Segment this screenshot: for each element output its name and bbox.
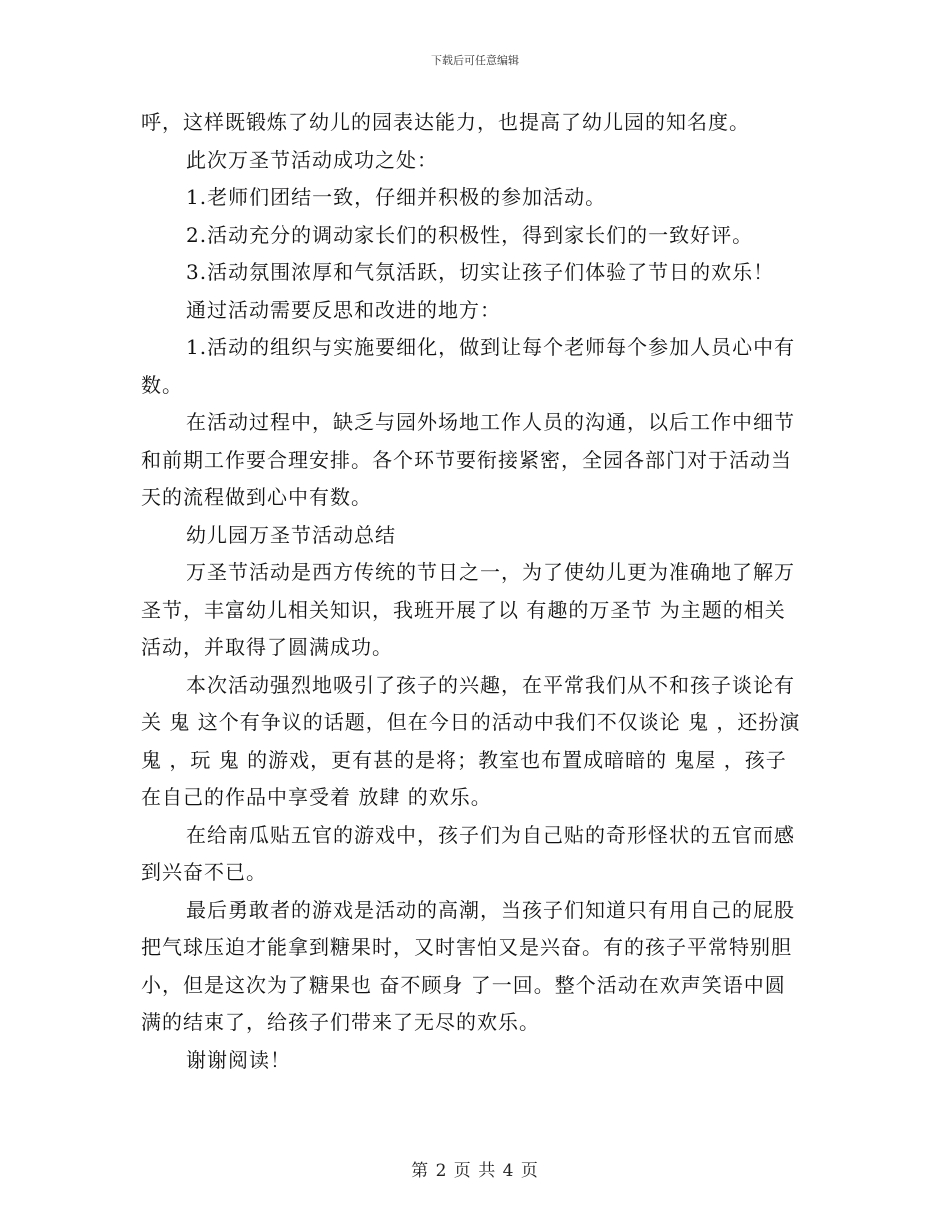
paragraph: 此次万圣节活动成功之处： bbox=[186, 147, 438, 172]
paragraph: 最后勇敢者的游戏是活动的高潮，当孩子们知道只有用自己的屁股把气球压迫才能拿到糖果时，又时害怕又是兴奋。有的孩子平常特别胆小，但是这次为了糖果也 奋不顾身 了一回。整个活动在欢声笑语中圆满的结束了，给孩子们带来了无尽的欢乐。 bbox=[141, 897, 795, 1034]
paragraph: 本次活动强烈地吸引了孩子的兴趣，在平常我们从不和孩子谈论有关 鬼 这个有争议的话题，但在今日的活动中我们不仅谈论 鬼 ，还扮演 鬼 ，玩 鬼 的游戏，更有甚的是将；教室也布置成暗暗的 鬼屋 ，孩子在自己的作品中享受着 放肆 的欢乐。 bbox=[141, 672, 801, 809]
paragraph: 在给南瓜贴五官的游戏中，孩子们为自己贴的奇形怪状的五官而感到兴奋不已。 bbox=[141, 822, 795, 884]
paragraph: 1.老师们团结一致，仔细并积极的参加活动。 bbox=[186, 185, 607, 209]
page-header: 下载后可任意编辑 bbox=[431, 54, 519, 67]
document-body bbox=[141, 104, 806, 1079]
paragraph: 通过活动需要反思和改进的地方： bbox=[186, 297, 501, 322]
closing-line: 谢谢阅读！ bbox=[186, 1047, 291, 1072]
page-number: 第 2 页 共 4 页 bbox=[411, 1161, 539, 1181]
paragraph: 在活动过程中，缺乏与园外场地工作人员的沟通，以后工作中细节和前期工作要合理安排。各个环节要衔接紧密，全园各部门对于活动当天的流程做到心中有数。 bbox=[141, 410, 795, 509]
paragraph: 2.活动充分的调动家长们的积极性，得到家长们的一致好评。 bbox=[186, 222, 754, 247]
section-title: 幼儿园万圣节活动总结 bbox=[186, 522, 396, 547]
paragraph: 呼，这样既锻炼了幼儿的园表达能力，也提高了幼儿园的知名度。 bbox=[141, 110, 750, 134]
paragraph: 3.活动氛围浓厚和气氛活跃，切实让孩子们体验了节日的欢乐！ bbox=[186, 260, 775, 284]
paragraph: 万圣节活动是西方传统的节日之一，为了使幼儿更为准确地了解万圣节，丰富幼儿相关知识，我班开展了以 有趣的万圣节 为主题的相关活动，并取得了圆满成功。 bbox=[141, 560, 795, 659]
paragraph: 1.活动的组织与实施要细化，做到让每个老师每个参加人员心中有数。 bbox=[141, 335, 796, 397]
